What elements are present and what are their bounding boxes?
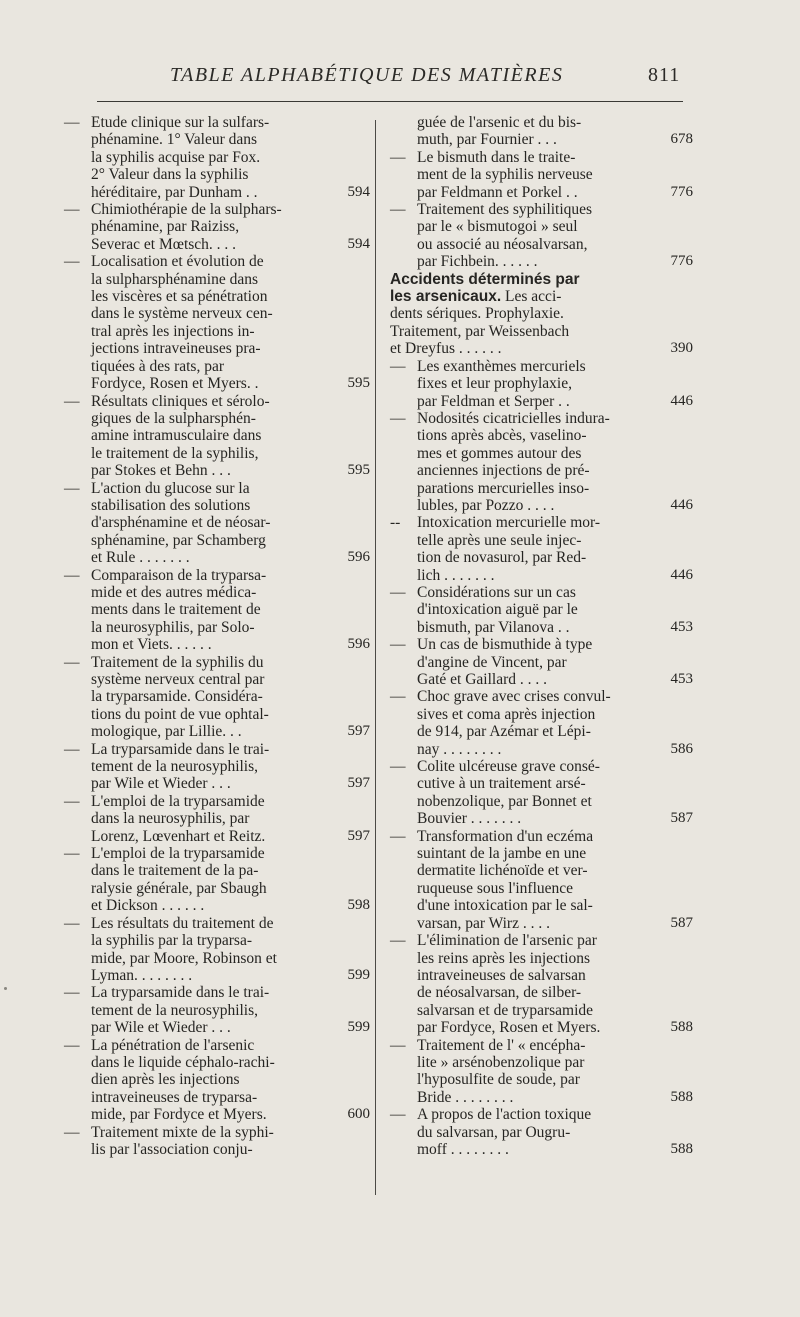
index-entry [64, 793, 370, 845]
entry-dash: — [64, 792, 80, 810]
entry-dash: — [390, 636, 406, 654]
entry-description: Les acci- dents sériques. Prophylaxie. Traitement, par Weissenbach et Dreyfus . . . . . . [390, 288, 570, 358]
entry-description: Transformation d'un eczéma suintant de la jambe en une dermatite lichénoïde et ver- ruqueuse sous l'influence d'une intoxication par le sal- varsan, par Wirz . . . . [417, 827, 594, 932]
entry-text [91, 480, 342, 567]
entry-description: Comparaison de la tryparsa- mide et des autres médica- ments dans le traitement de la neurosyphilis, par Solo- mon et Viets. . . . . . [91, 566, 267, 654]
index-entry [64, 654, 370, 741]
entry-page-ref: 596 [347, 636, 370, 653]
entry-page-ref: 598 [347, 897, 370, 914]
page-number: 811 [648, 64, 681, 86]
header-rule [97, 101, 683, 102]
running-title: TABLE ALPHABÉTIQUE DES MATIÈRES [170, 64, 564, 86]
entry-page-ref: 595 [347, 462, 370, 479]
entry-text [417, 358, 661, 410]
entry-description: Traitement de l' « encépha- lite » arsénobenzolique par l'hyposulfite de soude, par Bride . . . . . . . . [417, 1036, 586, 1106]
entry-text [417, 410, 661, 514]
index-entry [390, 409, 693, 514]
entry-page-ref: 587 [670, 914, 693, 931]
paper-speck [4, 987, 7, 990]
column-divider [375, 120, 376, 1195]
entry-dash: — [64, 845, 80, 863]
index-entry [390, 932, 693, 1037]
entry-text [417, 201, 661, 271]
index-entry [64, 845, 370, 915]
index-entry [390, 201, 693, 271]
index-entry [64, 741, 370, 793]
entry-page-ref: 586 [670, 740, 693, 757]
entry-description: Chimiothérapie de la sulphars- phénamine, par Raiziss, Severac et Mœtsch. . . . [91, 201, 282, 253]
entry-description: Considérations sur un cas d'intoxication aiguë par le bismuth, par Vilanova . . [417, 583, 578, 636]
entry-dash: — [390, 1036, 406, 1054]
entry-dash: — [390, 409, 406, 427]
entry-page-ref: 588 [670, 1140, 693, 1157]
entry-description: Localisation et évolution de la sulpharsphénamine dans les viscères et sa pénétration dans le système nerveux cen- tral après les injections in- jections intraveineuses pra- tiquées à des rats, par Fordyce, Rosen et Myers. . [91, 253, 273, 393]
index-entry [390, 636, 693, 688]
entry-page-ref: 587 [670, 810, 693, 827]
entry-text [417, 932, 661, 1036]
entry-page-ref: 446 [670, 496, 693, 513]
entry-text [417, 636, 661, 688]
entry-dash: — [64, 984, 80, 1002]
entry-page-ref: 776 [670, 183, 693, 200]
entry-description: Traitement de la syphilis du système nerveux central par la tryparsamide. Considéra- tions du point de vue ophtal- mologique, par Lillie. . . [91, 653, 269, 741]
entry-page-ref: 588 [670, 1019, 693, 1036]
entry-dash: — [390, 357, 406, 375]
entry-page-ref: 390 [670, 340, 693, 357]
entry-page-ref: 594 [347, 183, 370, 200]
entry-text [91, 984, 342, 1036]
left-column [64, 114, 370, 1158]
entry-dash: — [390, 201, 406, 219]
entry-description: La pénétration de l'arsenic dans le liquide céphalo-rachi- dien après les injections intraveineuses de tryparsa- mide, par Fordyce et Myers. [91, 1036, 275, 1124]
entry-description: L'emploi de la tryparsamide dans la neurosyphilis, par Lorenz, Lœvenhart et Reitz. [91, 792, 266, 845]
index-entry [390, 1106, 693, 1158]
entry-description: Nodosités cicatricielles indura- tions après abcès, vaselino- mes et gommes autour des anciennes injections de pré- parations mercurielles inso- lubles, par Pozzo . . . . [417, 409, 610, 514]
right-column [390, 114, 693, 1158]
entry-text [91, 741, 342, 793]
index-entry [64, 114, 370, 201]
index-entry [390, 827, 693, 932]
entry-page-ref: 596 [347, 549, 370, 566]
entry-description: Etude clinique sur la sulfars- phénamine. 1° Valeur dans la syphilis acquise par Fox. 2° Valeur dans la syphilis héréditaire, par Dunham . . [91, 114, 270, 201]
index-entry [390, 357, 693, 410]
entry-page-ref: 600 [347, 1106, 370, 1123]
entry-description: La tryparsamide dans le trai- tement de la neurosyphilis, par Wile et Wieder . . . [91, 984, 270, 1037]
entry-page-ref: 594 [347, 235, 370, 252]
entry-page-ref: 453 [670, 671, 693, 687]
entry-text [91, 1124, 342, 1159]
entry-description: Colite ulcéreuse grave consé- cutive à un traitement arsé- nobenzolique, par Bonnet et Bouvier . . . . . . . [417, 758, 600, 828]
entry-description: Les exanthèmes mercuriels fixes et leur prophylaxie, par Feldman et Serper . . [417, 357, 586, 410]
entry-page-ref: 595 [347, 375, 370, 392]
entry-text [417, 828, 661, 932]
entry-description: guée de l'arsenic et du bis- muth, par Fournier . . . [417, 114, 582, 149]
entry-text [417, 114, 661, 149]
entry-text [91, 201, 342, 253]
entry-description: Traitement mixte de la syphi- lis par l'association conju- [91, 1123, 274, 1158]
entry-text [417, 149, 661, 201]
entry-description: Un cas de bismuthide à type d'angine de Vincent, par Gaté et Gaillard . . . . [417, 636, 593, 688]
entry-text [91, 114, 342, 201]
entry-description: L'emploi de la tryparsamide dans le traitement de la pa- ralysie générale, par Sbaugh et Dickson . . . . . . [91, 845, 267, 915]
index-entry [64, 201, 370, 253]
entry-dash: — [64, 253, 80, 271]
entry-dash: — [390, 827, 406, 845]
entry-page-ref: 776 [670, 253, 693, 270]
entry-text [417, 1037, 661, 1107]
entry-description: Intoxication mercurielle mor- telle après une seule injec- tion de novasurol, par Red- lich . . . . . . . [417, 514, 601, 584]
entry-dash: — [390, 688, 406, 706]
entry-text [417, 584, 661, 636]
index-entry [390, 148, 693, 201]
index-entry [64, 480, 370, 567]
index-entry [390, 758, 693, 828]
index-entry [64, 567, 370, 654]
entry-dash: — [390, 148, 406, 166]
entry-dash: — [64, 201, 80, 219]
entry-description: Traitement des syphilitiques par le « bismutogoi » seul ou associé au néosalvarsan, par Fichbein. . . . . . [417, 201, 593, 271]
entry-page-ref: 599 [347, 966, 370, 983]
entry-text [390, 271, 661, 358]
index-entry [64, 915, 370, 985]
index-entry [390, 688, 693, 758]
entry-page-ref: 597 [347, 775, 370, 792]
index-entry [64, 1037, 370, 1124]
index-entry [390, 583, 693, 636]
entry-text [91, 393, 342, 480]
entry-text [91, 654, 342, 741]
entry-dash: — [64, 392, 80, 410]
entry-text [91, 253, 342, 392]
entry-dash: — [64, 479, 80, 497]
entry-dash: — [64, 1123, 80, 1141]
entry-page-ref: 599 [347, 1019, 370, 1036]
entry-page-ref: 597 [347, 723, 370, 740]
entry-description: Les résultats du traitement de la syphilis par la tryparsa- mide, par Moore, Robinson et Lyman. . . . . . . . [91, 914, 277, 984]
entry-description: L'élimination de l'arsenic par les reins après les injections intraveineuses de salvarsan de néosalvarsan, de silber- salvarsan et de tryparsamide par Fordyce, Rosen et Myers. [417, 932, 601, 1037]
entry-dash: — [64, 566, 80, 584]
entry-dash: — [64, 740, 80, 758]
entry-dash: — [64, 914, 80, 932]
entry-page-ref: 588 [670, 1088, 693, 1105]
entry-dash: — [64, 114, 80, 131]
entry-text [91, 915, 342, 985]
entry-text [417, 758, 661, 828]
index-entry [64, 253, 370, 392]
entry-dash: — [390, 583, 406, 601]
entry-dash: -- [390, 514, 401, 532]
entry-description: Choc grave avec crises convul- sives et coma après injection de 914, par Azémar et Lépi- nay . . . . . . . . [417, 688, 611, 758]
entry-page-ref: 446 [670, 566, 693, 583]
entry-description: Résultats cliniques et sérolo- giques de la sulpharsphén- amine intramusculaire dans le traitement de la syphilis, par Stokes et Behn . . . [91, 392, 270, 480]
entry-dash: — [390, 932, 406, 950]
index-entry [390, 514, 693, 584]
entry-description: A propos de l'action toxique du salvarsan, par Ougru- moff . . . . . . . . [417, 1106, 592, 1158]
entry-dash: — [390, 1106, 406, 1124]
entry-page-ref: 678 [670, 131, 693, 148]
entry-dash: — [64, 1036, 80, 1054]
index-entry [390, 270, 693, 358]
entry-description: La tryparsamide dans le trai- tement de la neurosyphilis, par Wile et Wieder . . . [91, 740, 270, 793]
entry-text [417, 514, 661, 584]
entry-text [417, 688, 661, 758]
entry-page-ref: 597 [347, 827, 370, 844]
index-entry [64, 393, 370, 480]
entry-dash: — [390, 758, 406, 776]
section-heading: Accidents déterminés par les arsenicaux. [390, 270, 580, 306]
entry-text [91, 793, 342, 845]
index-entry [64, 1124, 370, 1159]
index-entry [390, 1036, 693, 1107]
entry-description: Le bismuth dans le traite- ment de la syphilis nerveuse par Feldmann et Porkel . . [417, 148, 593, 201]
entry-text [417, 1106, 661, 1158]
entry-text [91, 567, 342, 654]
entry-page-ref: 453 [670, 618, 693, 635]
entry-dash: — [64, 653, 80, 671]
entry-page-ref: 446 [670, 392, 693, 409]
index-entry [64, 984, 370, 1036]
entry-text [91, 1037, 342, 1124]
entry-text [91, 845, 342, 915]
entry-description: L'action du glucose sur la stabilisation des solutions d'arsphénamine et de néosar- sphénamine, par Schamberg et Rule . . . . . . . [91, 479, 271, 567]
index-entry [390, 114, 693, 149]
